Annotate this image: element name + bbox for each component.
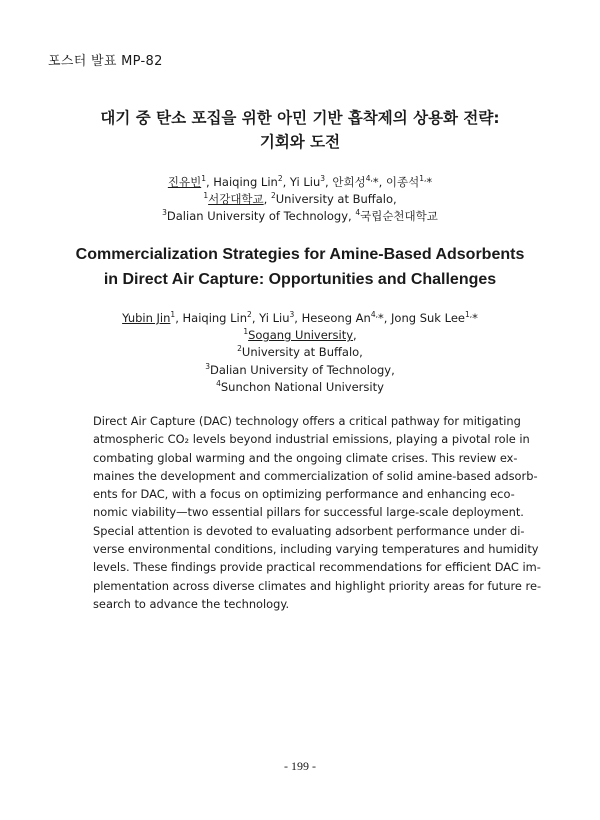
- affiliation-superscript: 2: [270, 191, 276, 201]
- abstract-line: Direct Air Capture (DAC) technology offers a critical pathway for mitigating: [93, 414, 521, 428]
- corresponding-mark: *: [426, 175, 433, 189]
- separator: ,: [263, 192, 271, 206]
- english-affiliation-1: [0, 327, 600, 343]
- abstract-line: nomic viability—two essential pillars for successful large-scale deployment.: [93, 505, 524, 520]
- english-title-line-2: in Direct Air Capture: Opportunities and Challenges: [103, 271, 497, 288]
- session-header: 포스터 발표 MP-82: [48, 54, 163, 69]
- affiliation-superscript: 2: [237, 344, 242, 354]
- english-affiliation-3: [0, 362, 600, 378]
- korean-affiliation: Dalian University of Technology,: [166, 209, 356, 223]
- affiliation-name: University at Buffalo,: [241, 345, 363, 359]
- english-title: [0, 242, 600, 292]
- english-affiliation-4: [0, 379, 600, 395]
- korean-affiliation: University at Buffalo,: [275, 192, 397, 206]
- korean-author: , Yi Liu: [282, 175, 321, 189]
- author-superscript: 4,: [365, 174, 373, 184]
- abstract-line: ents for DAC, with a focus on optimizing performance and enhancing eco-: [93, 487, 515, 502]
- separator: ,: [353, 328, 357, 342]
- abstract-line: levels. These findings provide practical recommendations for efficient DAC im-: [93, 560, 541, 575]
- english-author: *, Jong Suk Lee: [377, 311, 465, 325]
- korean-author-presenter: 진유빈: [167, 175, 202, 189]
- korean-title-line-2: 기회와 도전: [259, 133, 341, 151]
- affiliation-superscript: 4: [216, 379, 221, 389]
- affiliation-superscript: 3: [205, 362, 210, 372]
- affiliation-superscript: 1: [243, 327, 249, 337]
- author-superscript: 3: [289, 310, 295, 320]
- korean-title-line-1: 대기 중 탄소 포집을 위한 아민 기반 흡착제의 상용화 전략:: [100, 109, 500, 127]
- english-author: , Heseong An: [294, 311, 371, 325]
- affiliation-name: Sogang University: [248, 328, 354, 342]
- author-superscript: 3: [320, 174, 326, 184]
- abstract-line: atmospheric CO₂ levels beyond industrial emissions, playing a pivotal role in: [93, 432, 530, 447]
- korean-affiliation: 국립순천대학교: [360, 209, 438, 223]
- affiliation-name: Dalian University of Technology,: [210, 363, 395, 377]
- corresponding-mark: *: [472, 311, 478, 325]
- korean-affiliation-line-2: [0, 208, 600, 224]
- abstract-line: maines the development and commercialization of solid amine-based adsorb-: [93, 468, 538, 483]
- author-superscript: 2: [277, 174, 283, 184]
- english-title-line-1: Commercialization Strategies for Amine-Based Adsorbents: [75, 246, 525, 263]
- korean-affiliation: 서강대학교: [208, 192, 264, 206]
- page-number: - 199 -: [284, 759, 316, 773]
- english-author-list: [0, 310, 600, 326]
- affiliation-superscript: 4: [355, 208, 361, 218]
- korean-author: *, 이종석: [372, 175, 420, 189]
- author-superscript: 1: [170, 310, 176, 320]
- author-superscript: 2: [247, 310, 252, 320]
- abstract-line: Special attention is devoted to evaluating adsorbent performance under di-: [93, 523, 525, 538]
- abstract-line: plementation across diverse climates and highlight priority areas for future re-: [93, 578, 542, 593]
- korean-author: , Haiqing Lin: [205, 175, 278, 189]
- abstract-line: search to advance the technology.: [93, 596, 290, 611]
- english-author-presenter: Yubin Jin: [122, 311, 171, 325]
- english-affiliation-2: [0, 344, 600, 360]
- abstract-body: [93, 412, 542, 613]
- korean-affiliation-line-1: [0, 191, 600, 207]
- korean-author-list: [0, 174, 600, 190]
- english-author: , Haiqing Lin: [175, 311, 248, 325]
- korean-author: , 안희성: [325, 175, 366, 189]
- abstract-line: verse environmental conditions, including varying temperatures and humidity: [93, 542, 539, 557]
- affiliation-superscript: 3: [162, 208, 167, 218]
- abstract-line: combating global warming and the ongoing climate crises. This review ex-: [93, 450, 518, 465]
- english-author: , Yi Liu: [251, 311, 290, 325]
- author-superscript: 1,: [419, 174, 427, 184]
- author-superscript: 4,: [370, 310, 378, 320]
- affiliation-superscript: 1: [203, 191, 209, 201]
- author-superscript: 1,: [464, 310, 473, 320]
- korean-title: [0, 106, 600, 154]
- author-superscript: 1: [201, 174, 206, 184]
- affiliation-name: Sunchon National University: [220, 380, 384, 394]
